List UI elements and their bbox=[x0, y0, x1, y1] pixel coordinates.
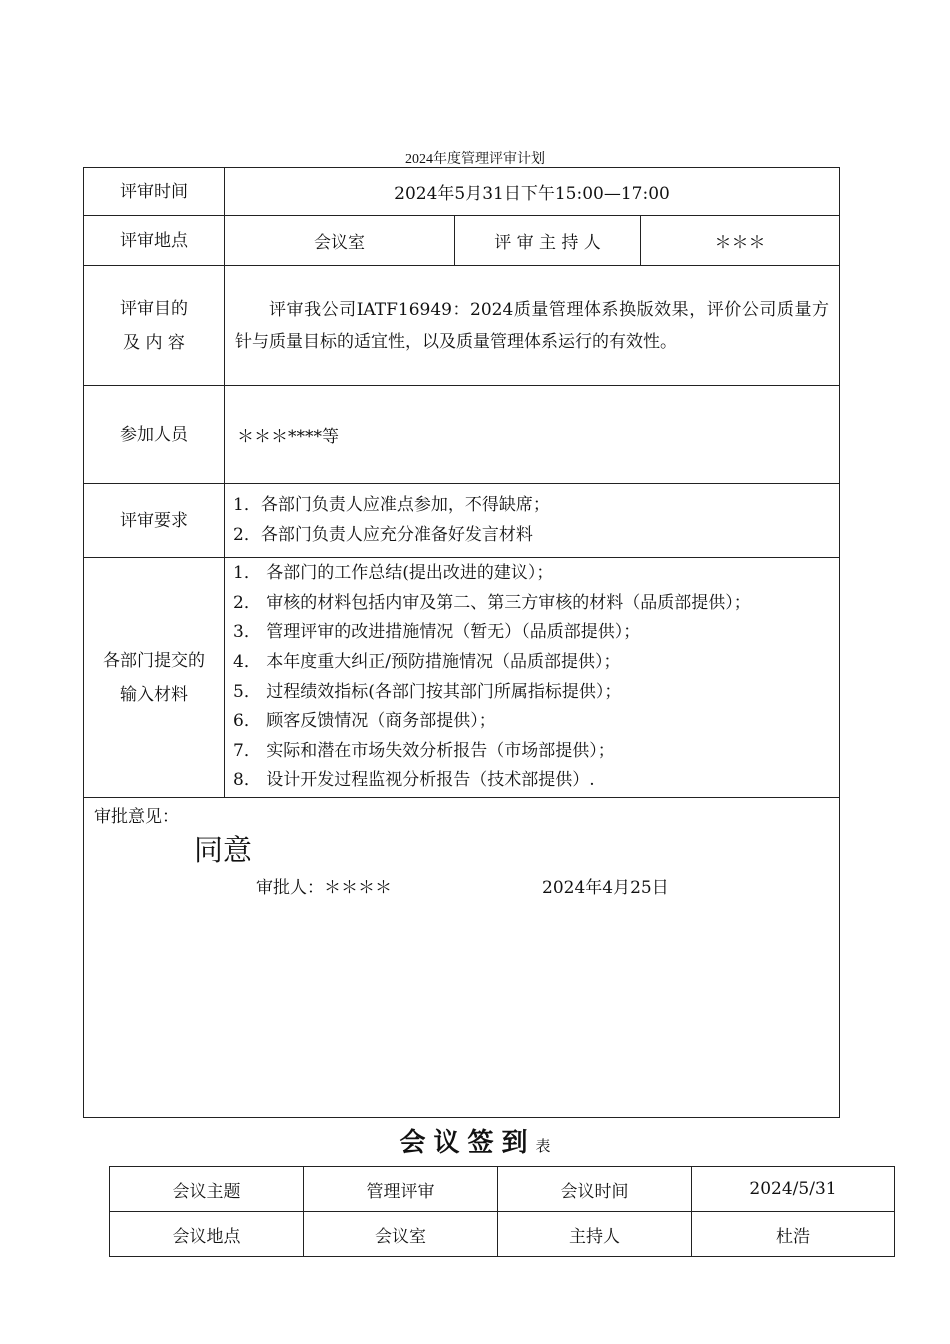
materials-list bbox=[225, 558, 840, 798]
meeting-topic-label: 会议主题 bbox=[110, 1167, 304, 1212]
requirements-row bbox=[84, 484, 840, 558]
review-plan-table bbox=[83, 167, 840, 1118]
material-item: 8． 设计开发过程监视分析报告（技术部提供）. bbox=[233, 770, 595, 791]
attendees-value: ＊＊＊****等 bbox=[225, 386, 840, 484]
materials-label-line1: 各部门提交的 bbox=[103, 650, 205, 671]
meeting-host-label: 主持人 bbox=[498, 1212, 692, 1257]
material-item: 3． 管理评审的改进措施情况（暂无）（品质部提供）； bbox=[233, 622, 641, 643]
meeting-time-label: 会议时间 bbox=[498, 1167, 692, 1212]
meeting-topic-value: 管理评审 bbox=[304, 1167, 498, 1212]
meeting-time-value: 2024/5/31 bbox=[692, 1167, 895, 1212]
materials-label bbox=[84, 558, 225, 798]
requirement-item: 2．各部门负责人应充分准备好发言材料 bbox=[233, 524, 533, 545]
time-label: 评审时间 bbox=[84, 168, 225, 216]
purpose-label bbox=[84, 266, 225, 386]
signin-row-2 bbox=[110, 1212, 895, 1257]
material-item: 2． 审核的材料包括内审及第二、第三方审核的材料（品质部提供）； bbox=[233, 592, 751, 613]
meeting-location-label: 会议地点 bbox=[110, 1212, 304, 1257]
plan-title: 2024年度管理评审计划 bbox=[405, 152, 545, 167]
materials-row bbox=[84, 558, 840, 798]
approval-row bbox=[84, 798, 840, 1118]
signin-title-suffix: 表 bbox=[535, 1137, 551, 1155]
time-value: 2024年5月31日下午15:00—17:00 bbox=[225, 168, 840, 216]
approval-text: 同意 bbox=[194, 833, 253, 867]
time-row bbox=[84, 168, 840, 216]
material-item: 7． 实际和潜在市场失效分析报告（市场部提供）； bbox=[233, 740, 615, 761]
purpose-label-line2: 及 内 容 bbox=[123, 332, 185, 353]
materials-label-line2: 输入材料 bbox=[120, 684, 188, 705]
location-label: 评审地点 bbox=[84, 216, 225, 266]
location-row bbox=[84, 216, 840, 266]
signin-title bbox=[0, 1122, 950, 1159]
approval-cell bbox=[84, 798, 840, 1118]
meeting-location-value: 会议室 bbox=[304, 1212, 498, 1257]
material-item: 6． 顾客反馈情况（商务部提供）； bbox=[233, 711, 496, 732]
attendees-label: 参加人员 bbox=[84, 386, 225, 484]
attendees-row bbox=[84, 386, 840, 484]
approval-label: 审批意见： bbox=[94, 807, 179, 827]
host-label: 评 审 主 持 人 bbox=[455, 216, 641, 266]
signin-title-main: 会议签到 bbox=[399, 1128, 536, 1158]
location-value: 会议室 bbox=[225, 216, 455, 266]
signin-table bbox=[109, 1166, 895, 1257]
material-item: 4． 本年度重大纠正/预防措施情况（品质部提供）； bbox=[233, 651, 621, 672]
requirements-label: 评审要求 bbox=[84, 484, 225, 558]
material-item: 1． 各部门的工作总结(提出改进的建议）； bbox=[233, 563, 554, 584]
requirement-item: 1．各部门负责人应准点参加，不得缺席； bbox=[233, 495, 550, 515]
signin-row-1 bbox=[110, 1167, 895, 1212]
material-item: 5． 过程绩效指标(各部门按其部门所属指标提供）； bbox=[233, 681, 622, 702]
purpose-row bbox=[84, 266, 840, 386]
host-value: ＊＊＊ bbox=[641, 216, 840, 266]
purpose-label-line1: 评审目的 bbox=[120, 298, 188, 319]
approval-date: 2024年4月25日 bbox=[542, 878, 669, 898]
purpose-value: 评审我公司IATF16949：2024质量管理体系换版效果，评价公司质量方针与质量目标的适宜性，以及质量管理体系运行的有效性。 bbox=[225, 266, 840, 386]
requirements-list bbox=[225, 484, 840, 558]
meeting-host-value: 杜浩 bbox=[692, 1212, 895, 1257]
approver: 审批人：＊＊＊＊ bbox=[256, 878, 392, 898]
